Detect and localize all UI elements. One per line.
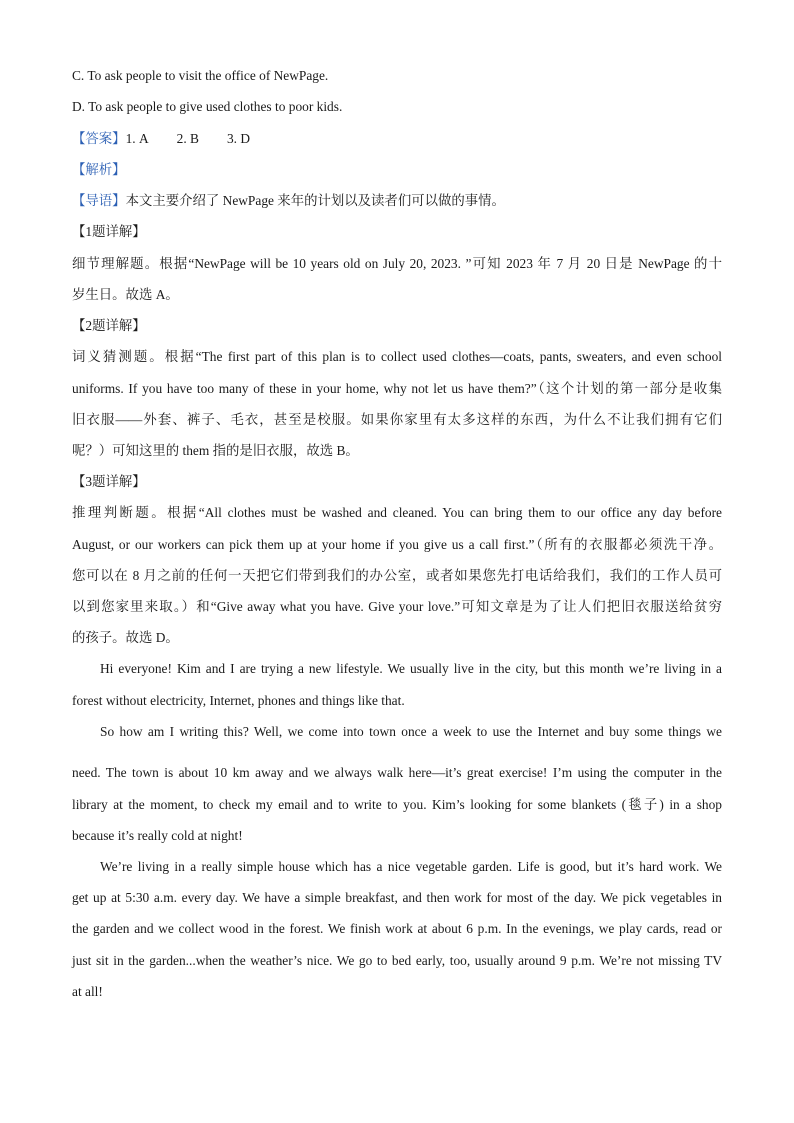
- passage-p2-line-1: So how am I writing this? Well, we come into town once a week to use the Internet and buy some things we: [100, 724, 722, 739]
- guide-line: [72, 191, 722, 211]
- answer-2: 2. B: [176, 131, 199, 146]
- q3-line-4: 以到您家里来取。）和“Give away what you have. Give your love.”可知文章是为了让人们把旧衣服送给贫穷: [72, 599, 722, 614]
- option-d: D. To ask people to give used clothes to poor kids.: [72, 99, 343, 114]
- q3-line-5: 的孩子。故选 D。: [72, 630, 179, 645]
- q2-line-1: 词义猜测题。根据“The first part of this plan is to collect used clothes—coats, pants, sweaters, and even school: [72, 349, 722, 364]
- q3-line-3: 您可以在 8 月之前的任何一天把它们带到我们的办公室，或者如果您先打电话给我们，我们的工作人员可: [72, 568, 722, 583]
- answer-tag: 【答案】: [72, 131, 126, 146]
- passage-p3-line-3: the garden and we collect wood in the forest. We finish work at about 6 p.m. In the evenings, we play cards, read or: [72, 921, 722, 936]
- q2-line-2: uniforms. If you have too many of these in your home, why not let us have them?”（这个计划的第一部分是收集: [72, 381, 722, 396]
- passage-p3-line-1: We’re living in a really simple house which has a nice vegetable garden. Life is good, but it’s hard work. We: [100, 859, 722, 874]
- q3-line-2: August, or our workers can pick them up at your home if you give us a call first.”（所有的衣服都必须洗干净。: [72, 537, 722, 552]
- passage-p2-line-4: because it’s really cold at night!: [72, 828, 243, 843]
- answer-3: 3. D: [226, 131, 251, 146]
- q1-tag: 【1题详解】: [72, 224, 146, 239]
- passage-p3-line-4: just sit in the garden...when the weather’s nice. We go to bed early, too, usually around 9 p.m. We’re not missing TV: [72, 953, 722, 968]
- passage-p2-line-2: need. The town is about 10 km away and we always walk here—it’s great exercise! I’m using the computer in the: [72, 765, 722, 780]
- guide-tag: 【导语】: [72, 193, 126, 208]
- answer-line: [72, 129, 722, 149]
- q2-tag: 【2题详解】: [72, 318, 146, 333]
- q2-line-3: 旧衣服——外套、裤子、毛衣，甚至是校服。如果你家里有太多这样的东西，为什么不让我们拥有它们: [72, 412, 722, 427]
- q3-line-1: 推理判断题。根据“All clothes must be washed and cleaned. You can bring them to our office any day before: [72, 505, 722, 520]
- passage-p3-line-5: at all!: [72, 984, 103, 999]
- passage-p3-line-2: get up at 5:30 a.m. every day. We have a simple breakfast, and then work for most of the day. We pick vegetables in: [72, 890, 722, 905]
- q1-line-2: 岁生日。故选 A。: [72, 287, 179, 302]
- passage-p2-line-3: library at the moment, to check my email and to write to you. Kim’s looking for some blankets (毯子) in a shop: [72, 797, 722, 812]
- option-c: C. To ask people to visit the office of NewPage.: [72, 68, 329, 83]
- analysis-tag: 【解析】: [72, 162, 126, 177]
- passage-p1-line-2: forest without electricity, Internet, phones and things like that.: [72, 693, 405, 708]
- q1-line-1: 细节理解题。根据“NewPage will be 10 years old on July 20, 2023. ”可知 2023 年 7 月 20 日是 NewPage 的十: [72, 256, 722, 271]
- q2-line-4: 呢？）可知这里的 them 指的是旧衣服，故选 B。: [72, 443, 359, 458]
- guide-text: 本文主要介绍了 NewPage 来年的计划以及读者们可以做的事情。: [125, 193, 505, 208]
- answer-1: 1. A: [125, 131, 149, 146]
- passage-p1-line-1: Hi everyone! Kim and I are trying a new lifestyle. We usually live in the city, but this month we’re living in a: [100, 661, 722, 676]
- q3-tag: 【3题详解】: [72, 474, 146, 489]
